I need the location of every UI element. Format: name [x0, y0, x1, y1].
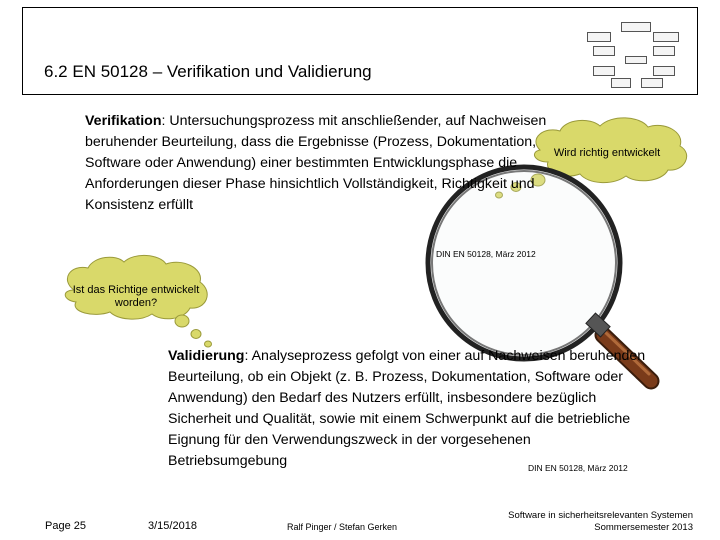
- verification-term: Verifikation: [85, 113, 162, 129]
- validation-definition: [168, 346, 646, 472]
- verification-definition: [85, 111, 555, 216]
- cloud-built-right-text: Wird richtig entwickelt: [553, 147, 661, 159]
- footer-semester: Sommersemester 2013: [594, 522, 693, 533]
- verification-text: : Untersuchungsprozess mit anschließender, auf Nachweisen beruhender Beurteilung, dass die Ergebnisse (Prozess, Dokumentation, Software oder Anwendung) einer bestimmten Entwicklungsphase die Anforderungen dieser Phase hinsichtlich Vollständigkeit, Richtigkeit und Konsistenz erfüllt: [85, 113, 547, 213]
- footer-course: [508, 510, 693, 534]
- footer-course-title: Software in sicherheitsrelevanten Systemen: [508, 510, 693, 521]
- verification-source: DIN EN 50128, März 2012: [436, 249, 536, 259]
- footer-page-number: Page 25: [45, 520, 86, 532]
- cloud-right-built-text: Ist das Richtige entwickelt worden?: [72, 284, 200, 309]
- validation-text: : Analyseprozess gefolgt von einer auf Nachweisen beruhenden Beurteilung, ob ein Objekt (z. B. Prozess, Dokumentation, Software oder Anwendung) den Bedarf des Nutzers erfüllt, insbesondere bezüglich Sicherheit und Qualität, sowie mit einem Schwerpunkt auf die betriebliche Eignung für den Verwendungszweck in der vorgesehenen Betriebsumgebung: [168, 348, 646, 469]
- validation-term: Validierung: [168, 348, 245, 364]
- slide-title: 6.2 EN 50128 – Verifikation und Validierung: [44, 62, 372, 81]
- validation-source: DIN EN 50128, März 2012: [528, 463, 628, 473]
- footer-date: 3/15/2018: [148, 520, 197, 532]
- footer-authors: Ralf Pinger / Stefan Gerken: [287, 522, 398, 532]
